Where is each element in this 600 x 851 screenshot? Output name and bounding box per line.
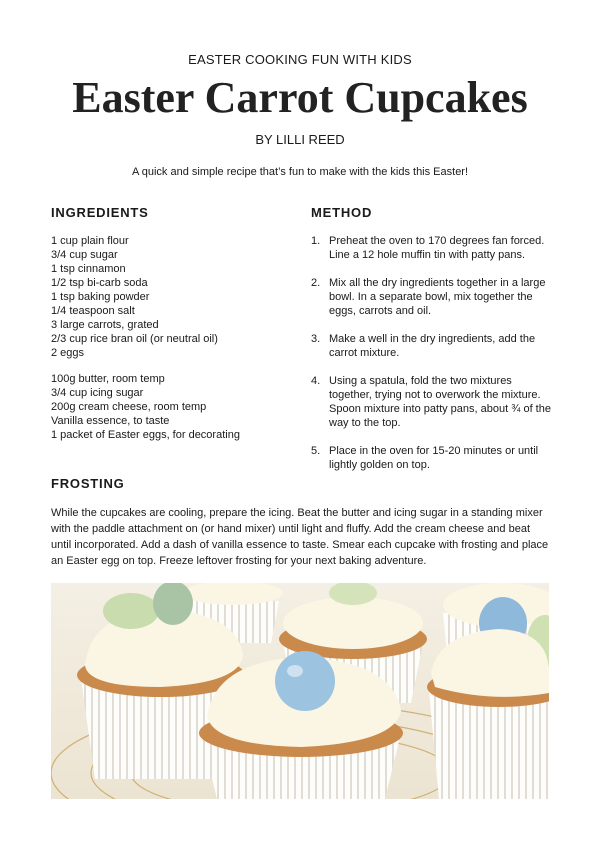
ingredient-item: 1 tsp cinnamon [51,263,126,275]
ingredient-item: 3 large carrots, grated [51,319,159,331]
byline: BY LILLI REED [255,132,345,147]
step-text: Using a spatula, fold the two mixtures together, trying not to overwork the mixture. Spoon mixture into patty pans, about ¾ of the way to the top. [329,375,551,429]
step-number: 1. [311,235,321,247]
step-text: Preheat the oven to 170 degrees fan forced. Line a 12 hole muffin tin with patty pans. [329,235,545,261]
step-number: 5. [311,445,321,457]
method-heading: METHOD [311,205,373,220]
cupcakes-illustration [51,583,549,799]
easter-egg-green [153,583,193,625]
method-steps [311,234,556,486]
step-number: 4. [311,375,321,387]
ingredients-list-frosting [51,372,291,442]
method-step [311,276,556,318]
ingredient-item: 3/4 cup sugar [51,249,118,261]
cupcake-right [427,629,549,799]
ingredient-item: Vanilla essence, to taste [51,415,170,427]
ingredient-item: 200g cream cheese, room temp [51,401,207,413]
page-title: Easter Carrot Cupcakes [72,73,528,122]
cupcakes-photo [51,583,549,799]
ingredient-item: 3/4 cup icing sugar [51,387,144,399]
ingredient-item: 1/2 tsp bi-carb soda [51,277,148,289]
easter-egg-green [103,593,159,629]
ingredients-heading: INGREDIENTS [51,205,149,220]
method-step [311,444,556,472]
kicker: EASTER COOKING FUN WITH KIDS [188,52,412,67]
step-text: Make a well in the dry ingredients, add the carrot mixture. [329,333,536,359]
ingredient-item: 1/4 teaspoon salt [51,305,135,317]
ingredient-item: 1 tsp baking powder [51,291,150,303]
step-number: 3. [311,333,321,345]
frosting-heading: FROSTING [51,476,125,491]
ingredient-item: 1 cup plain flour [51,235,129,247]
ingredient-item: 2/3 cup rice bran oil (or neutral oil) [51,333,218,345]
easter-egg-blue [275,651,335,711]
step-number: 2. [311,277,321,289]
method-step [311,374,556,430]
ingredient-item: 1 packet of Easter eggs, for decorating [51,429,240,441]
ingredient-item: 100g butter, room temp [51,373,165,385]
ingredients-list-cake [51,234,291,360]
ingredient-item: 2 eggs [51,347,85,359]
intro-text: A quick and simple recipe that’s fun to make with the kids this Easter! [131,166,469,178]
step-text: Place in the oven for 15-20 minutes or until lightly golden on top. [329,445,539,471]
method-step [311,234,556,262]
step-text: Mix all the dry ingredients together in a large bowl. In a separate bowl, mix together the eggs, carrots and oil. [329,277,546,317]
method-step [311,332,556,360]
frosting-text: While the cupcakes are cooling, prepare the icing. Beat the butter and icing sugar in a standing mixer with the paddle attachment on (or hand mixer) until light and fluffy. Add the cream cheese and beat until incorporated. Add a dash of vanilla essence to taste. Smear each cupcake with frosting and place an Easter egg on top. Freeze leftover frosting for your next baking adventure. [51,507,549,567]
